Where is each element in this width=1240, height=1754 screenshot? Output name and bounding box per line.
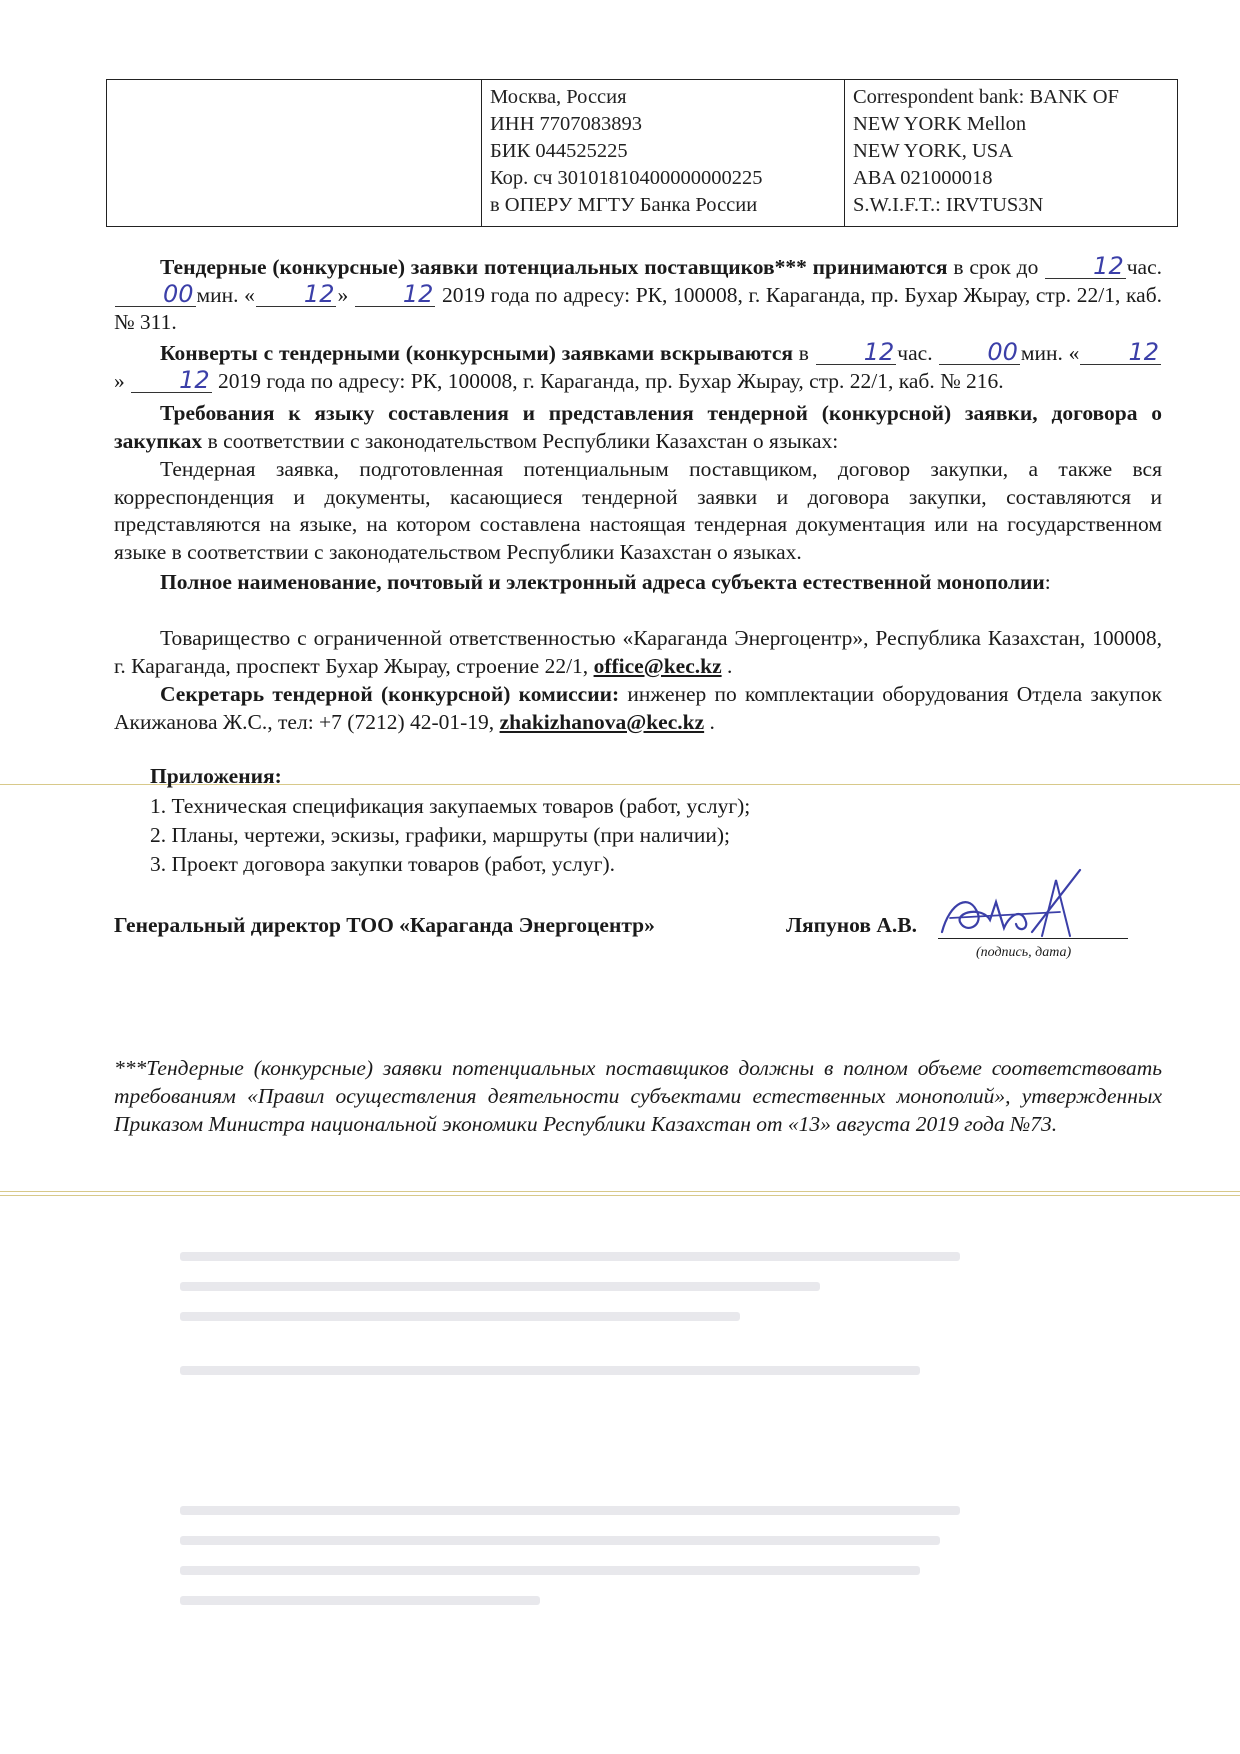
divider	[0, 1191, 1240, 1192]
bank-corr-line: ABA 021000018	[853, 167, 993, 189]
bank-corr-line: NEW YORK, USA	[853, 140, 1014, 162]
signature-line	[938, 938, 1128, 939]
text: час.	[1126, 255, 1162, 279]
secretary-paragraph	[114, 681, 1162, 736]
language-heading: Требования к языку составления и представления тендерной (конкурсной) заявки, договора о закупках	[114, 401, 1162, 453]
bank-table-cell-empty	[107, 80, 482, 227]
entity-email-link[interactable]: office@kec.kz	[593, 653, 722, 678]
text: час.	[897, 341, 939, 365]
entity-paragraph	[114, 625, 1162, 680]
secretary-heading: Секретарь тендерной (конкурсной) комиссии:	[160, 682, 620, 706]
entity-heading: Полное наименование, почтовый и электронный адреса субъекта естественной монополии	[160, 570, 1045, 594]
handwritten-month: 12	[355, 282, 436, 307]
bank-local-line: БИК 044525225	[490, 140, 628, 162]
handwritten-hour: 12	[1045, 254, 1126, 279]
bank-local-line: в ОПЕРУ МГТУ Банка России	[490, 194, 758, 216]
attachments-title: Приложения:	[150, 764, 282, 788]
text: в срок до	[947, 255, 1045, 279]
bank-table-cell-correspondent	[845, 80, 1178, 227]
opening-heading: Конверты с тендерными (конкурсными) заявками вскрываются	[160, 341, 794, 365]
language-paragraph: Тендерная заявка, подготовленная потенциальным поставщиком, договор закупки, а также вся корреспонденция и документы, касающиеся тендерной заявки и договора закупки, составляются и представляются на языке, на котором составлена настоящая тендерная документация или на государственном языке в соответствии с законодательством Республики Казахстан о языках.	[114, 457, 1162, 564]
bleed-through-line	[180, 1282, 820, 1291]
text: 2019 года по адресу: РК, 100008, г. Караганда, пр. Бухар Жырау, стр. 22/1, каб. № 216.	[212, 368, 1004, 393]
footnote: ***Тендерные (конкурсные) заявки потенциальных поставщиков должны в полном объеме соответствовать требованиям «Правил осуществления деятельности субъектами естественных монополий», утвержденных Приказом Министра национальной экономики Республики Казахстан от «13» августа 2019 года №73.	[114, 1056, 1162, 1136]
bank-corr-line: NEW YORK Mellon	[853, 113, 1027, 135]
handwritten-month: 12	[131, 368, 212, 393]
handwritten-minute: 00	[115, 282, 196, 307]
bleed-through-line	[180, 1252, 960, 1261]
attachment-item: 2. Планы, чертежи, эскизы, графики, маршруты (при наличии);	[150, 823, 730, 847]
text: Товарищество с ограниченной ответственностью «Караганда Энергоцентр», Республика Казахстан, 100008, г. Караганда, проспект Бухар Жырау, строение 22/1,	[114, 626, 1162, 678]
bleed-through-line	[180, 1312, 740, 1321]
bleed-through-line	[180, 1506, 960, 1515]
text: в соответствии с законодательством Республики Казахстан о языках:	[202, 428, 839, 453]
director-title: Генеральный директор ТОО «Караганда Энергоцентр»	[114, 913, 655, 937]
text: мин. «	[1020, 341, 1080, 365]
bank-corr-line: Correspondent bank: BANK OF	[853, 86, 1119, 108]
bleed-through-line	[180, 1536, 940, 1545]
attachment-item: 3. Проект договора закупки товаров (работ, услуг).	[150, 852, 615, 876]
submission-heading: Тендерные (конкурсные) заявки потенциальных поставщиков*** принимаются	[160, 255, 948, 279]
opening-paragraph	[114, 340, 1162, 395]
handwritten-hour: 12	[816, 340, 897, 365]
bleed-through-line	[180, 1366, 920, 1375]
text: инженер по комплектации оборудования Отдела закупок Акижанова Ж.С., тел: +7 (7212) 42-01-19,	[114, 682, 1162, 734]
handwritten-day: 12	[256, 282, 337, 307]
bank-local-line: Кор. сч 30101810400000000225	[490, 167, 763, 189]
signatory-name: Ляпунов А.В.	[786, 913, 917, 937]
bank-local-line: ИНН 7707083893	[490, 113, 643, 135]
attachment-item: 1. Техническая спецификация закупаемых товаров (работ, услуг);	[150, 794, 751, 818]
text: :	[1044, 570, 1051, 594]
text: в	[793, 341, 815, 365]
text: »	[114, 368, 131, 393]
text: »	[337, 282, 354, 307]
bleed-through-line	[180, 1566, 920, 1575]
handwritten-minute: 00	[939, 340, 1020, 365]
divider	[0, 1195, 1240, 1196]
bank-corr-line: S.W.I.F.T.: IRVTUS3N	[853, 194, 1044, 216]
language-heading-paragraph	[114, 400, 1162, 455]
bank-table-cell-local	[482, 80, 845, 227]
text: .	[721, 653, 733, 678]
entity-heading-paragraph	[114, 569, 1162, 597]
secretary-email-link[interactable]: zhakizhanova@kec.kz	[499, 709, 705, 734]
handwritten-day: 12	[1080, 340, 1161, 365]
signature-caption: (подпись, дата)	[976, 945, 1072, 960]
submission-paragraph	[114, 254, 1162, 337]
text: 2019 года по адресу: РК, 100008, г. Караганда, пр. Бухар Жырау, стр. 22/1, каб. № 311.	[114, 282, 1163, 334]
text: .	[704, 709, 715, 734]
bank-local-line: Москва, Россия	[490, 86, 627, 108]
bank-details-table	[106, 79, 1178, 227]
bleed-through-line	[180, 1596, 540, 1605]
text: мин. «	[196, 282, 255, 307]
